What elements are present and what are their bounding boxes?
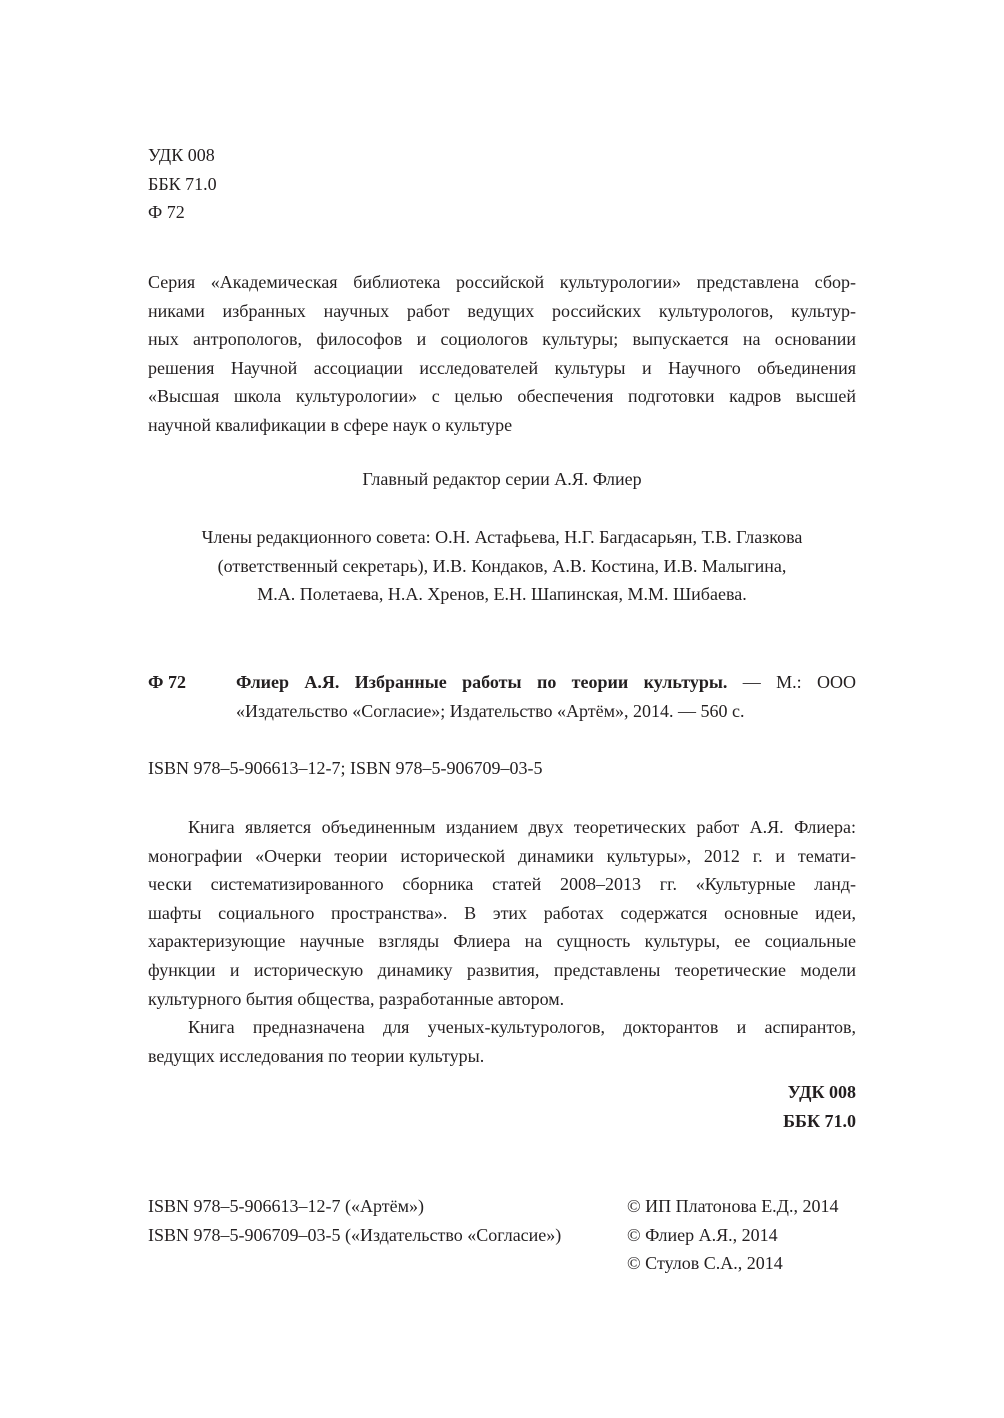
abstract-line: чески систематизированного сборника статей 2008–2013 гг. «Культурные ланд- (148, 874, 856, 895)
entry-title: Флиер А.Я. Избранные работы по теории культуры. (236, 672, 728, 692)
entry-line: «Издательство «Согласие»; Издательство «Артём», 2014. — 560 с. (236, 700, 745, 721)
abstract-line: функции и историческую динамику развития, представлены теоретические модели (148, 959, 856, 980)
bbk-code: ББК 71.0 (148, 173, 217, 194)
footer-isbn: ISBN 978–5-906709–03-5 («Издательство «Согласие») (148, 1224, 562, 1245)
series-line: Серия «Академическая библиотека российской культурологии» представлена сбор- (148, 272, 856, 292)
footer-isbn-list (148, 1192, 608, 1249)
series-line: никами избранных научных работ ведущих российских культурологов, культур- (148, 300, 856, 321)
board-line: Члены редакционного совета: О.Н. Астафьева, Н.Г. Багдасарьян, Т.В. Глазкова (201, 527, 803, 547)
entry-publisher-start: — М.: ООО (727, 672, 856, 692)
copyright-list (627, 1192, 867, 1278)
series-line: решения Научной ассоциации исследователей культуры и Научного объединения (148, 357, 856, 378)
author-mark: Ф 72 (148, 202, 185, 223)
abstract-line: Книга является объединенным изданием двух теоретических работ А.Я. Флиера: (188, 817, 856, 837)
entry-line (236, 668, 856, 697)
series-line: «Высшая школа культурологии» с целью обеспечения подготовки кадров высшей (148, 386, 856, 407)
series-line: ных антропологов, философов и социологов культуры; выпускается на основании (148, 329, 856, 350)
entry-text (236, 668, 856, 725)
abstract-line: Книга предназначена для ученых-культурологов, докторантов и аспирантов, (188, 1017, 856, 1038)
copyright-line: © Стулов С.А., 2014 (627, 1253, 783, 1274)
copyright-line: © ИП Платонова Е.Д., 2014 (627, 1196, 839, 1216)
udk-code-bold: УДК 008 (787, 1082, 856, 1102)
book-abstract (148, 813, 856, 1070)
classification-codes-right (148, 1078, 856, 1135)
board-line: М.А. Полетаева, Н.А. Хренов, Е.Н. Шапинская, М.М. Шибаева. (257, 584, 747, 605)
udk-code: УДК 008 (148, 145, 215, 165)
series-description (148, 268, 856, 440)
footer-isbn: ISBN 978–5-906613–12-7 («Артём») (148, 1196, 424, 1216)
entry-code: Ф 72 (148, 672, 186, 692)
abstract-line: характеризующие научные взгляды Флиера на сущность культуры, ее социальные (148, 931, 856, 952)
isbn-line: ISBN 978–5-906613–12-7; ISBN 978–5-906709–03-5 (148, 758, 543, 778)
classification-codes (148, 141, 856, 227)
bbk-code-bold: ББК 71.0 (783, 1110, 856, 1131)
abstract-line: ведущих исследования по теории культуры. (148, 1045, 485, 1066)
series-editor: Главный редактор серии А.Я. Флиер (362, 469, 642, 489)
abstract-line: культурного бытия общества, разработанные автором. (148, 988, 565, 1009)
editorial-board (148, 523, 856, 609)
abstract-line: монографии «Очерки теории исторической динамики культуры», 2012 г. и темати- (148, 845, 856, 866)
copyright-line: © Флиер А.Я., 2014 (627, 1224, 778, 1245)
series-line: научной квалификации в сфере наук о культуре (148, 414, 513, 435)
abstract-line: шафты социального пространства». В этих работах содержатся основные идеи, (148, 902, 856, 923)
board-line: (ответственный секретарь), И.В. Кондаков, А.В. Костина, И.В. Малыгина, (217, 555, 787, 576)
